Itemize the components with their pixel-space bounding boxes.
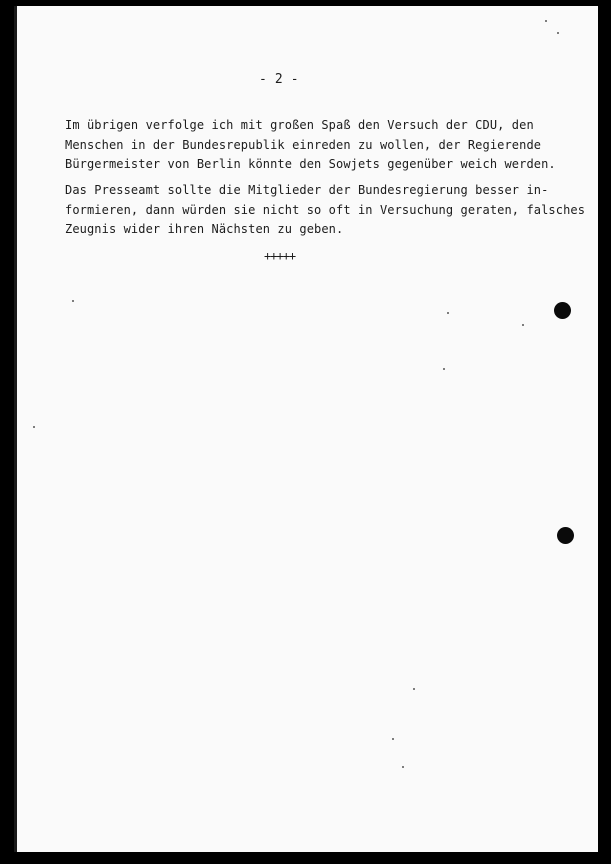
speck xyxy=(447,312,449,314)
page-number: - 2 - xyxy=(259,72,299,87)
paragraph-2 xyxy=(65,181,585,240)
speck xyxy=(545,20,547,22)
paragraph-2-line-1: Das Presseamt sollte die Mitglieder der Bundesregierung besser in- xyxy=(65,183,549,197)
punch-hole-lower xyxy=(557,527,574,544)
speck xyxy=(522,324,524,326)
speck xyxy=(392,738,394,740)
end-mark: +++++ xyxy=(264,249,296,263)
speck xyxy=(557,32,559,34)
speck xyxy=(33,426,35,428)
speck xyxy=(443,368,445,370)
paragraph-1-line-2: Menschen in der Bundesrepublik einreden zu wollen, der Regierende xyxy=(65,137,542,152)
paragraph-2-line-2: formieren, dann würden sie nicht so oft in Versuchung geraten, falsches xyxy=(65,202,586,217)
document-page xyxy=(14,6,598,852)
punch-hole-upper xyxy=(554,302,571,319)
speck xyxy=(72,300,74,302)
speck xyxy=(413,688,415,690)
paragraph-1-line-1: Im übrigen verfolge ich mit großen Spaß den Versuch der CDU, den xyxy=(65,118,534,132)
paragraph-1-line-3: Bürgermeister von Berlin könnte den Sowjets gegenüber weich werden. xyxy=(65,157,556,171)
speck xyxy=(402,766,404,768)
paragraph-2-line-3: Zeugnis wider ihren Nächsten zu geben. xyxy=(65,222,344,236)
paragraph-1 xyxy=(65,116,556,175)
